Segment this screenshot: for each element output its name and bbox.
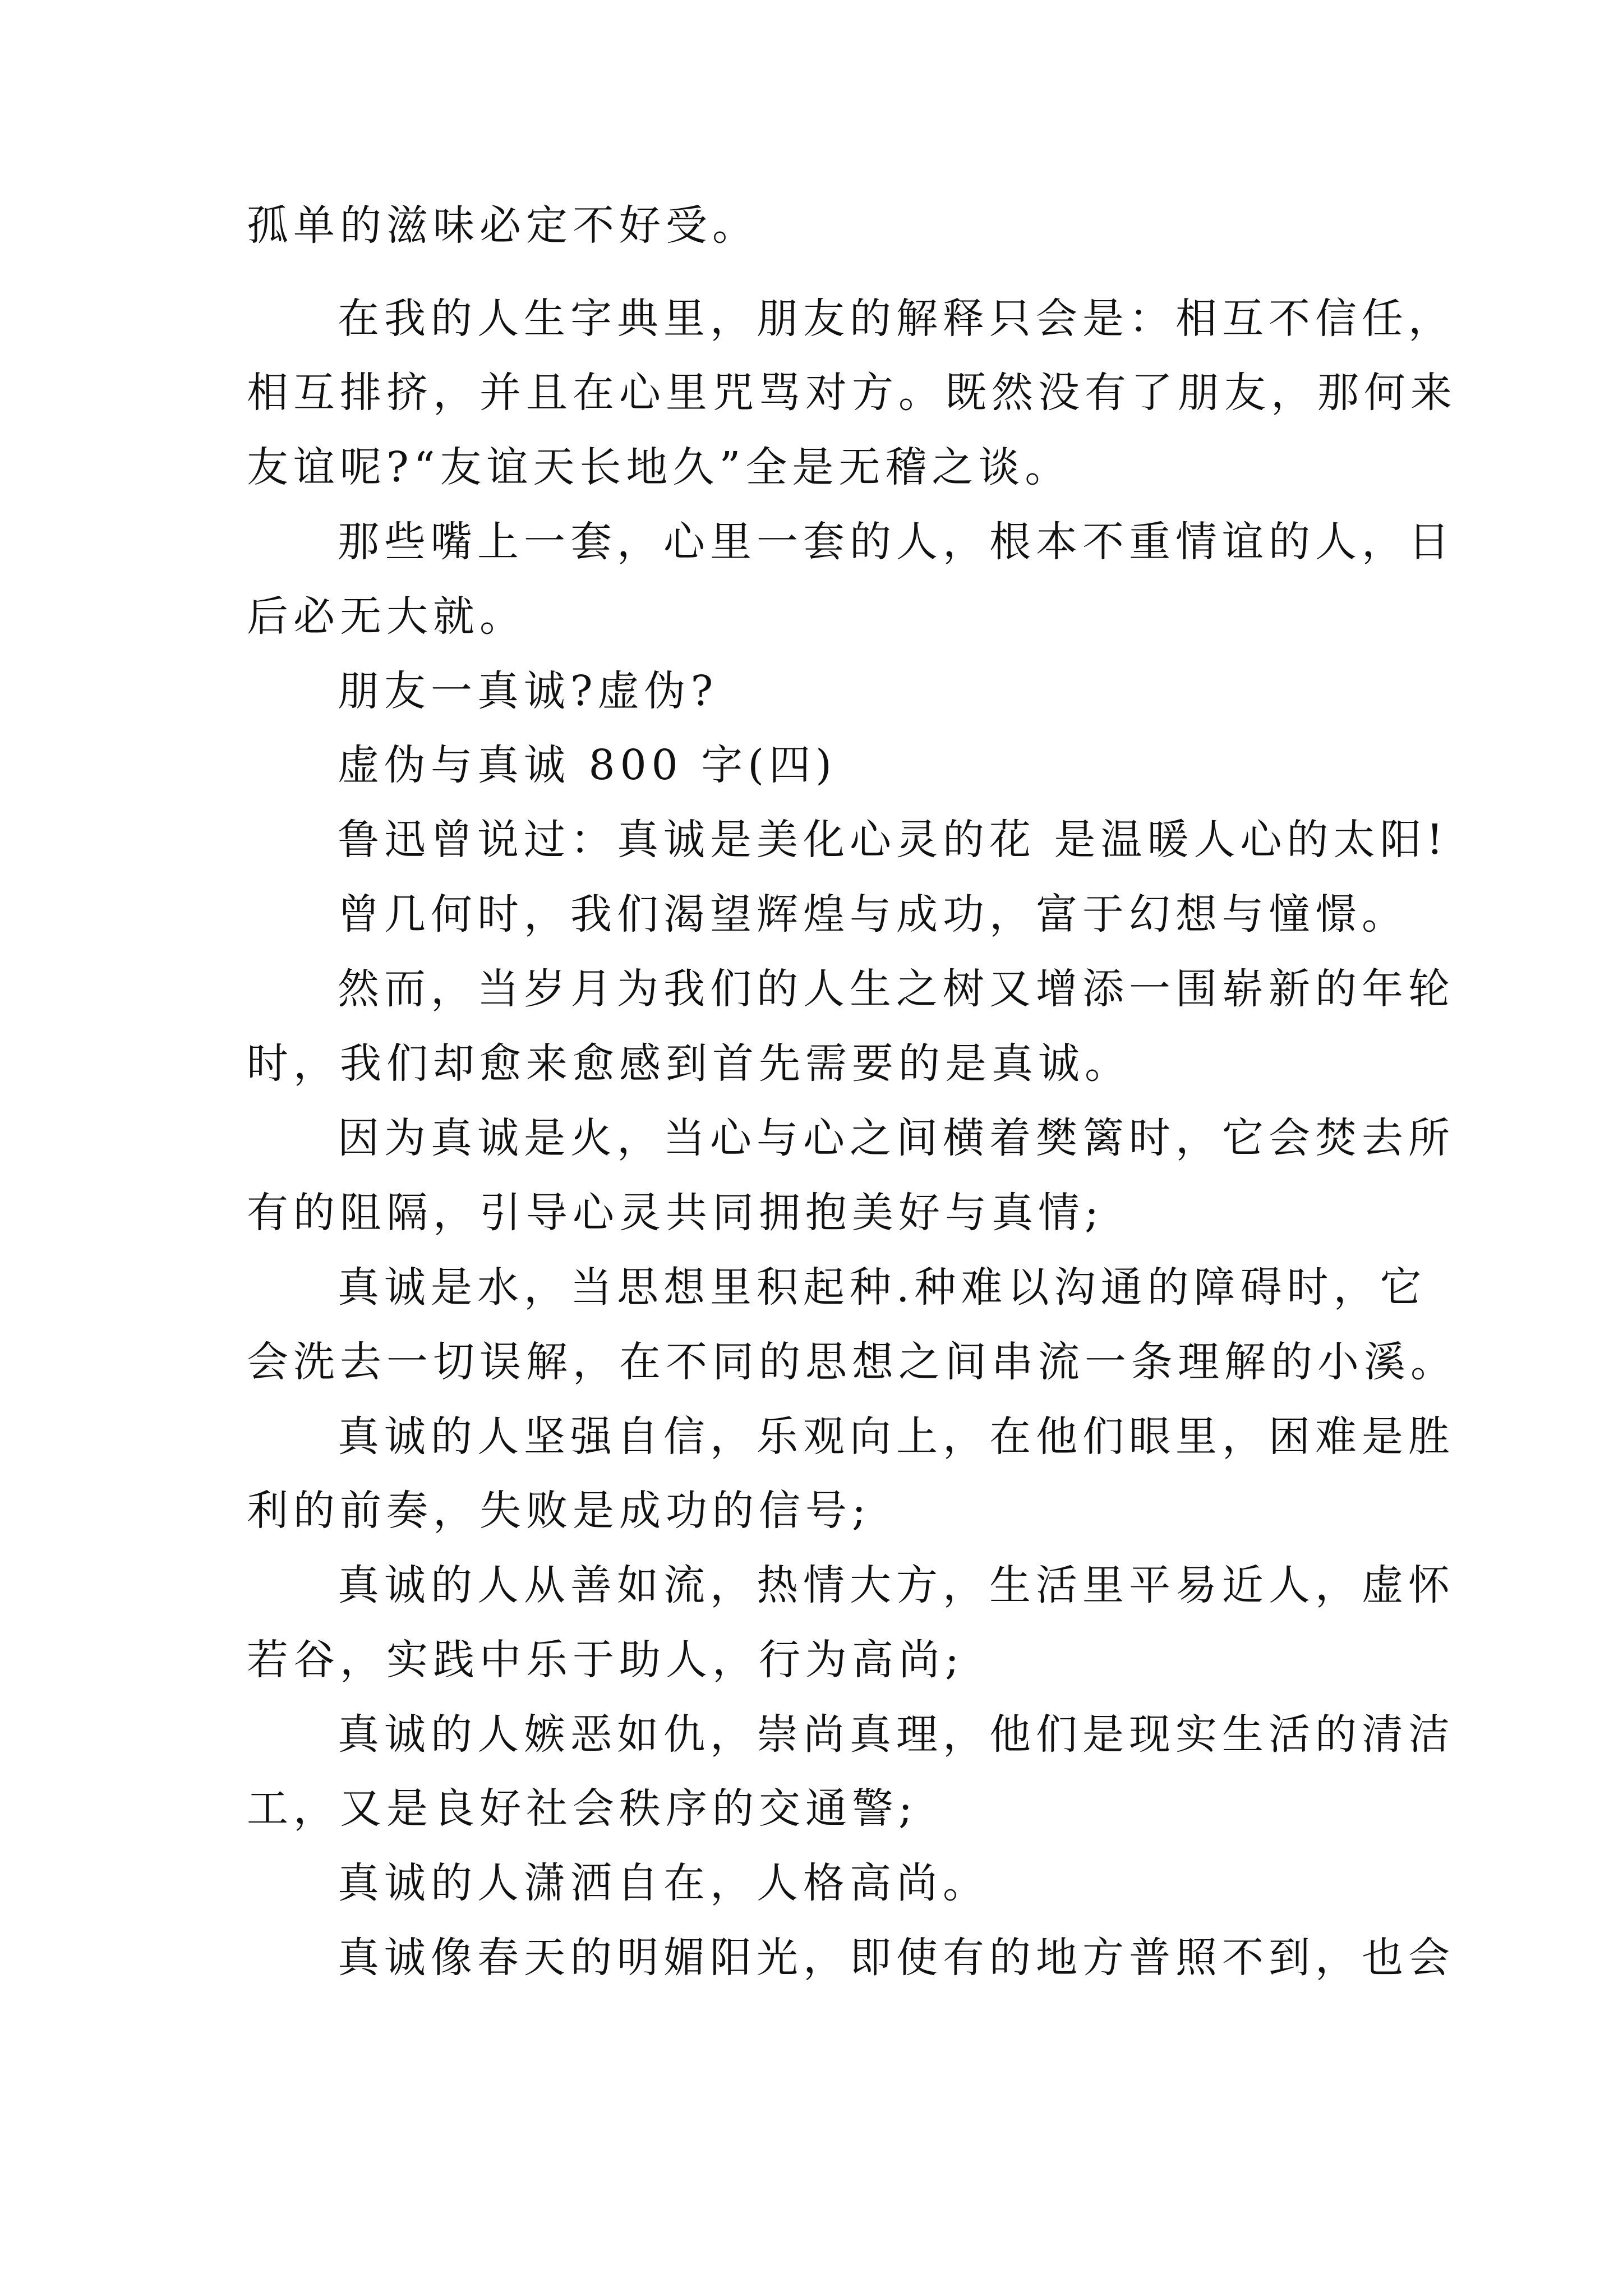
text-line-23: 真诚的人潇洒自在，人格高尚。 (338, 1859, 989, 1907)
text-line-21: 真诚的人嫉恶如仇，崇尚真理，他们是现实生活的清洁 (338, 1710, 1455, 1759)
text-line-24: 真诚像春天的明媚阳光，即使有的地方普照不到，也会 (338, 1934, 1455, 1982)
text-line-19: 真诚的人从善如流，热情大方，生活里平易近人，虚怀 (338, 1561, 1455, 1609)
text-line-12: 时，我们却愈来愈感到首先需要的是真诚。 (247, 1039, 1131, 1088)
text-line-6: 后必无大就。 (247, 592, 526, 641)
text-line-20: 若谷，实践中乐于助人，行为高尚; (247, 1636, 964, 1684)
text-line-14: 有的阻隔，引导心灵共同拥抱美好与真情; (247, 1189, 1104, 1237)
text-line-2: 在我的人生字典里，朋友的解释只会是：相互不信任， (338, 295, 1455, 343)
text-line-9: 鲁迅曾说过：真诚是美化心灵的花 是温暖人心的太阳! (338, 816, 1449, 864)
text-line-7: 朋友一真诚?虚伪? (338, 667, 718, 715)
section-heading: 虚伪与真诚 800 字(四) (338, 741, 837, 789)
text-line-13: 因为真诚是火，当心与心之间横着樊篱时，它会焚去所 (338, 1114, 1455, 1162)
text-line-10: 曾几何时，我们渴望辉煌与成功，富于幻想与憧憬。 (338, 890, 1408, 938)
text-line-17: 真诚的人坚强自信，乐观向上，在他们眼里，困难是胜 (338, 1412, 1455, 1461)
text-line-15: 真诚是水，当思想里积起种.种难以沟通的障碍时，它 (338, 1263, 1427, 1312)
text-line-1: 孤单的滋味必定不好受。 (247, 201, 759, 250)
text-line-11: 然而，当岁月为我们的人生之树又增添一围崭新的年轮 (338, 965, 1455, 1013)
text-line-16: 会洗去一切误解，在不同的思想之间串流一条理解的小溪。 (247, 1338, 1457, 1386)
text-line-4: 友谊呢?“友谊天长地久”全是无稽之谈。 (247, 443, 1072, 491)
text-line-5: 那些嘴上一套，心里一套的人，根本不重情谊的人，日 (338, 518, 1455, 566)
text-line-18: 利的前奏，失败是成功的信号; (247, 1487, 871, 1535)
text-line-22: 工，又是良好社会秩序的交通警; (247, 1784, 917, 1833)
text-line-3: 相互排挤，并且在心里咒骂对方。既然没有了朋友，那何来 (247, 369, 1457, 417)
